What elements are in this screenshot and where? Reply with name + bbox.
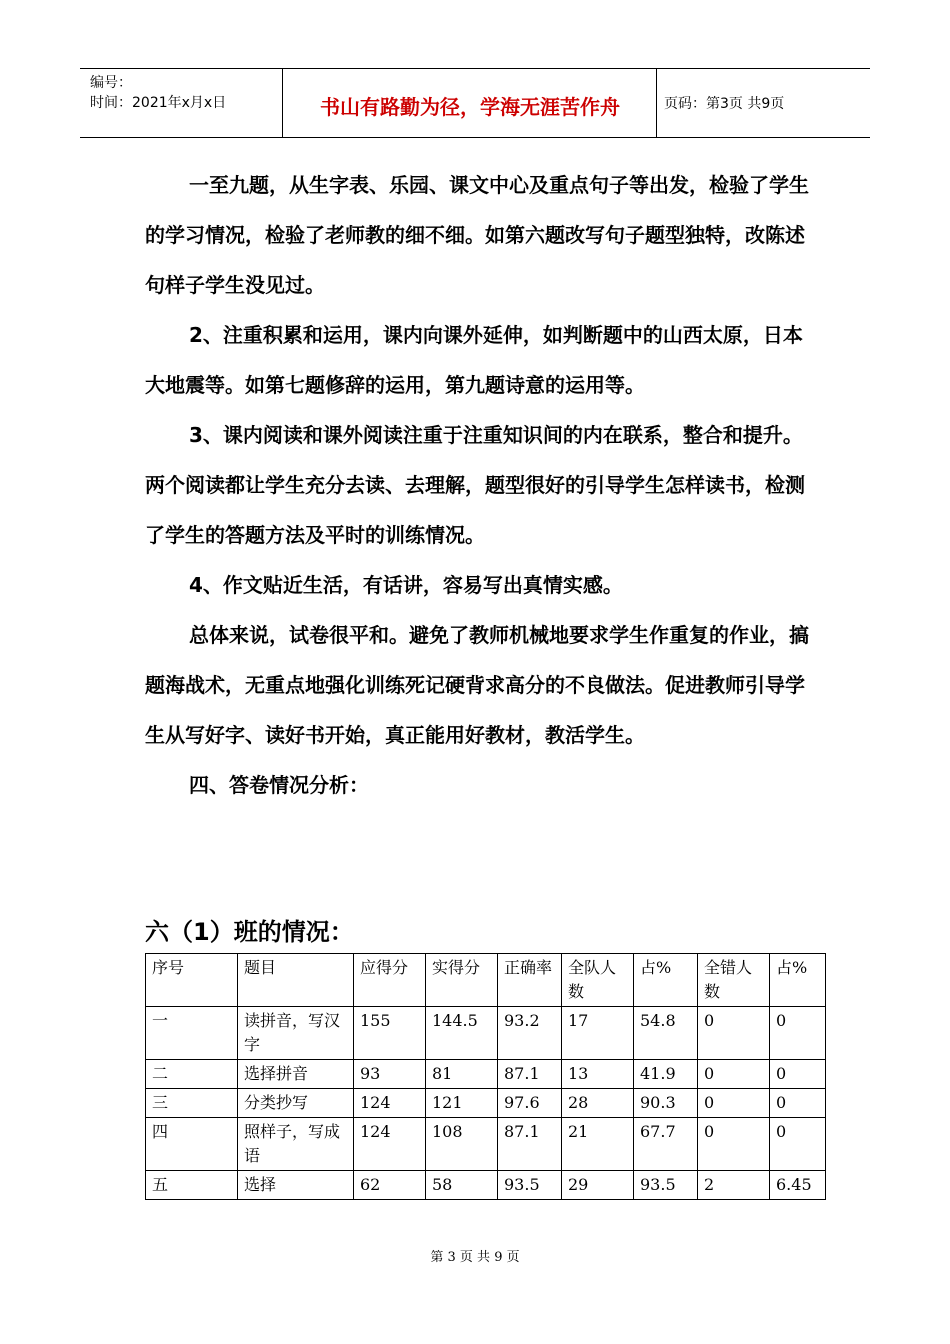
table-cell: 0 <box>770 1007 826 1060</box>
header-meta <box>90 73 226 113</box>
table-row <box>146 1171 826 1200</box>
body-text <box>145 160 810 810</box>
table-cell: 0 <box>770 1089 826 1118</box>
table-cell: 0 <box>770 1060 826 1089</box>
paragraph: 四、答卷情况分析： <box>189 773 369 797</box>
table-cell: 0 <box>698 1060 770 1089</box>
table-header: 占% <box>770 954 826 1007</box>
page-footer: 第 3 页 共 9 页 <box>430 1250 520 1265</box>
table-cell: 17 <box>562 1007 634 1060</box>
header-page-info: 页码：第3页 共9页 <box>664 96 785 112</box>
table-cell: 四 <box>146 1118 238 1171</box>
table-cell: 29 <box>562 1171 634 1200</box>
table-cell: 28 <box>562 1089 634 1118</box>
table-cell: 124 <box>354 1118 426 1171</box>
table-cell: 五 <box>146 1171 238 1200</box>
table-cell: 58 <box>426 1171 498 1200</box>
table-cell: 90.3 <box>634 1089 698 1118</box>
table-header: 全错人数 <box>698 954 770 1007</box>
paragraph: 2、注重积累和运用，课内向课外延伸，如判断题中的山西太原，日本大地震等。如第七题修辞的运用，第九题诗意的运用等。 <box>145 323 803 397</box>
paragraph: 3、课内阅读和课外阅读注重于注重知识间的内在联系，整合和提升。两个阅读都让学生充分去读、去理解，题型很好的引导学生怎样读书，检测了学生的答题方法及平时的训练情况。 <box>145 423 805 547</box>
table-cell: 62 <box>354 1171 426 1200</box>
table-cell: 一 <box>146 1007 238 1060</box>
paragraph: 4、作文贴近生活，有话讲，容易写出真情实感。 <box>189 573 623 597</box>
table-cell: 81 <box>426 1060 498 1089</box>
table-header: 序号 <box>146 954 238 1007</box>
score-table <box>145 953 826 1200</box>
table-cell: 97.6 <box>498 1089 562 1118</box>
table-cell: 照样子，写成语 <box>238 1118 354 1171</box>
table-cell: 21 <box>562 1118 634 1171</box>
table-cell: 三 <box>146 1089 238 1118</box>
table-cell: 124 <box>354 1089 426 1118</box>
header-divider <box>656 69 657 137</box>
table-cell: 155 <box>354 1007 426 1060</box>
table-cell: 读拼音，写汉字 <box>238 1007 354 1060</box>
table-row <box>146 1060 826 1089</box>
table-cell: 93.2 <box>498 1007 562 1060</box>
paragraph: 总体来说，试卷很平和。避免了教师机械地要求学生作重复的作业，搞题海战术，无重点地强化训练死记硬背求高分的不良做法。促进教师引导学生从写好字、读好书开始，真正能用好教材，教活学生。 <box>145 623 809 747</box>
table-cell: 93 <box>354 1060 426 1089</box>
table-cell: 6.45 <box>770 1171 826 1200</box>
table-cell: 108 <box>426 1118 498 1171</box>
document-header <box>80 68 870 138</box>
table-cell: 分类抄写 <box>238 1089 354 1118</box>
table-cell: 93.5 <box>634 1171 698 1200</box>
table-cell: 选择拼音 <box>238 1060 354 1089</box>
table-cell: 54.8 <box>634 1007 698 1060</box>
table-cell: 121 <box>426 1089 498 1118</box>
table-header: 应得分 <box>354 954 426 1007</box>
header-motto: 书山有路勤为径，学海无涯苦作舟 <box>320 95 620 119</box>
table-cell: 选择 <box>238 1171 354 1200</box>
table-header-row <box>146 954 826 1007</box>
table-cell: 41.9 <box>634 1060 698 1089</box>
table-header: 实得分 <box>426 954 498 1007</box>
table-cell: 67.7 <box>634 1118 698 1171</box>
table-header: 题目 <box>238 954 354 1007</box>
table-row <box>146 1089 826 1118</box>
header-divider <box>282 69 283 137</box>
table-cell: 0 <box>770 1118 826 1171</box>
table-header: 正确率 <box>498 954 562 1007</box>
table-cell: 0 <box>698 1007 770 1060</box>
table-cell: 0 <box>698 1089 770 1118</box>
paragraph: 一至九题，从生字表、乐园、课文中心及重点句子等出发，检验了学生的学习情况，检验了老师教的细不细。如第六题改写句子题型独特，改陈述句样子学生没见过。 <box>145 173 809 297</box>
time-label: 时间：2021年x月x日 <box>90 95 227 111</box>
table-cell: 二 <box>146 1060 238 1089</box>
table-cell: 87.1 <box>498 1060 562 1089</box>
table-cell: 0 <box>698 1118 770 1171</box>
table-cell: 144.5 <box>426 1007 498 1060</box>
table-cell: 87.1 <box>498 1118 562 1171</box>
number-label: 编号： <box>90 75 132 91</box>
table-row <box>146 1118 826 1171</box>
table-header: 占% <box>634 954 698 1007</box>
table-header: 全队人数 <box>562 954 634 1007</box>
table-cell: 2 <box>698 1171 770 1200</box>
table-cell: 13 <box>562 1060 634 1089</box>
table-cell: 93.5 <box>498 1171 562 1200</box>
section-title: 六（1）班的情况： <box>145 918 354 946</box>
table-row <box>146 1007 826 1060</box>
